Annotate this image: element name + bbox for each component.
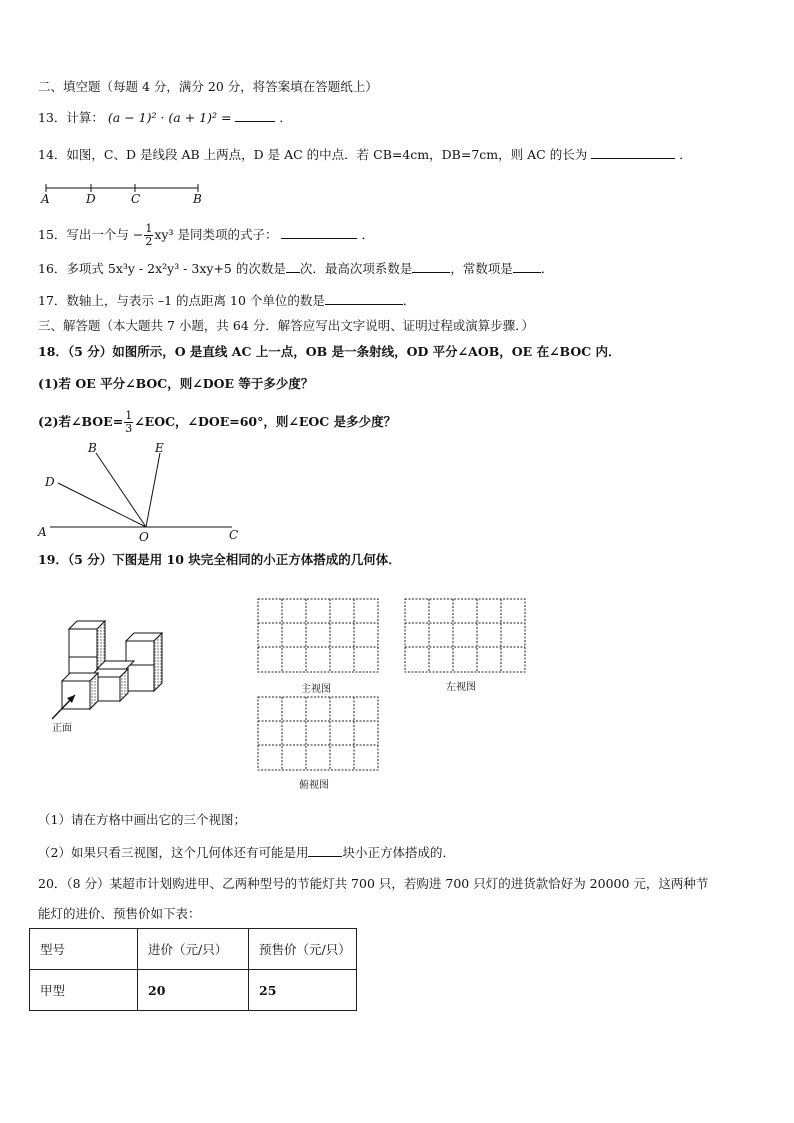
q18-part2-prefix: (2)若∠BOE= <box>38 414 124 429</box>
question-18-part-1: (1)若 OE 平分∠BOC，则∠DOE 等于多少度？ <box>38 376 314 391</box>
fraction-one-third: $\frac{1}{3}$ <box>125 409 133 435</box>
q17-suffix: ． <box>402 293 416 308</box>
q14-segment-diagram <box>38 180 208 206</box>
question-13 <box>38 109 292 126</box>
label-o: O <box>139 530 149 544</box>
cube-solid-figure <box>40 615 170 735</box>
q15-suffix: ． <box>361 227 374 242</box>
label-c: C <box>131 192 141 206</box>
answer-blank <box>325 292 403 305</box>
answer-blank <box>286 260 300 273</box>
q18-part2-suffix: ∠EOC，∠DOE=60°，则∠EOC 是多少度？ <box>134 414 397 429</box>
answer-blank <box>513 260 541 273</box>
fraction-one-half: $\frac{1}{2}$ <box>145 222 153 248</box>
grid-main-view <box>257 598 379 673</box>
question-18-part-2 <box>38 410 396 435</box>
table-row <box>30 970 357 1011</box>
answer-blank <box>591 146 675 159</box>
price-table <box>29 928 357 1011</box>
q14-suffix: ． <box>679 147 692 162</box>
question-19-stem: 19．（5 分）下图是用 10 块完全相同的小正方体搭成的几何体． <box>38 552 401 567</box>
q16-text-1: 16．多项式 5x³y - 2x²y³ - 3xy+5 的次数是 <box>38 261 286 276</box>
question-14 <box>38 146 692 163</box>
question-20-line-2: 能灯的进价、预售价如下表： <box>38 906 201 921</box>
label-a: A <box>38 525 47 539</box>
answer-blank <box>281 226 357 239</box>
label-b: B <box>193 192 202 206</box>
label-d: D <box>45 475 55 489</box>
header-cost-price: 进价（元/只） <box>138 929 249 970</box>
question-17 <box>38 292 415 309</box>
question-18-stem: 18．（5 分）如图所示，O 是直线 AC 上一点，OB 是一条射线，OD 平分∠AOB，OE 在∠BOC 内． <box>38 344 621 359</box>
label-c: C <box>229 528 239 542</box>
q16-text-3: ，常数项是 <box>450 261 513 276</box>
q16-suffix: ． <box>540 261 554 276</box>
section-heading-solutions: 三、解答题（本大题共 7 小题，共 64 分．解答应写出文字说明、证明过程或演算步骤．） <box>38 318 535 333</box>
question-15 <box>38 223 374 248</box>
q18-angle-diagram <box>36 438 246 544</box>
question-16 <box>38 260 553 277</box>
ray-od <box>58 483 146 527</box>
caption-top-view: 俯视图 <box>299 780 329 791</box>
q13-expression: (a − 1)² · (a + 1)² = <box>107 110 236 125</box>
q16-text-2: 次．最高次项系数是 <box>299 261 413 276</box>
header-sale-price: 预售价（元/只） <box>249 929 357 970</box>
q15-text: xy³ 是同类项的式子： <box>154 227 278 242</box>
grid-left-view <box>404 598 526 673</box>
q13-prefix: 13．计算： <box>38 110 104 125</box>
ray-oe <box>146 453 160 527</box>
question-19-part-2 <box>38 844 455 861</box>
q19-part2-prefix: （2）如果只看三视图，这个几何体还有可能是用 <box>38 845 309 860</box>
question-20-line-1: 20．（8 分）某超市计划购进甲、乙两种型号的节能灯共 700 只，若购进 700 只灯的进货款恰好为 20000 元，这两种节 <box>38 876 709 891</box>
q17-text: 17．数轴上，与表示 –1 的点距离 10 个单位的数是 <box>38 293 325 308</box>
ray-ob <box>96 453 146 527</box>
caption-left-view: 左视图 <box>446 682 476 693</box>
cell-sale-price: 25 <box>249 970 357 1011</box>
label-d: D <box>86 192 96 206</box>
grid-top-view <box>257 696 379 771</box>
cell-cost-price: 20 <box>138 970 249 1011</box>
label-a: A <box>41 192 50 206</box>
question-19-part-1: （1）请在方格中画出它的三个视图； <box>38 812 246 827</box>
answer-blank <box>308 844 342 857</box>
q14-text: 14．如图，C、D 是线段 AB 上两点，D 是 AC 的中点．若 CB=4cm，DB=7cm，则 AC 的长为 <box>38 147 588 162</box>
front-label: 正面 <box>52 723 72 734</box>
answer-blank <box>412 260 450 273</box>
section-heading-fill-in: 二、填空题（每题 4 分，满分 20 分，将答案填在答题纸上） <box>38 79 378 94</box>
table-header-row <box>30 929 357 970</box>
header-model: 型号 <box>30 929 138 970</box>
label-b: B <box>88 441 97 455</box>
cell-model: 甲型 <box>30 970 138 1011</box>
answer-blank <box>235 109 275 122</box>
q15-prefix: 15．写出一个与 − <box>38 227 144 242</box>
q13-suffix: ． <box>279 110 292 125</box>
q19-part2-suffix: 块小正方体搭成的． <box>342 845 455 860</box>
label-e: E <box>155 441 164 455</box>
caption-main-view: 主视图 <box>301 684 331 695</box>
